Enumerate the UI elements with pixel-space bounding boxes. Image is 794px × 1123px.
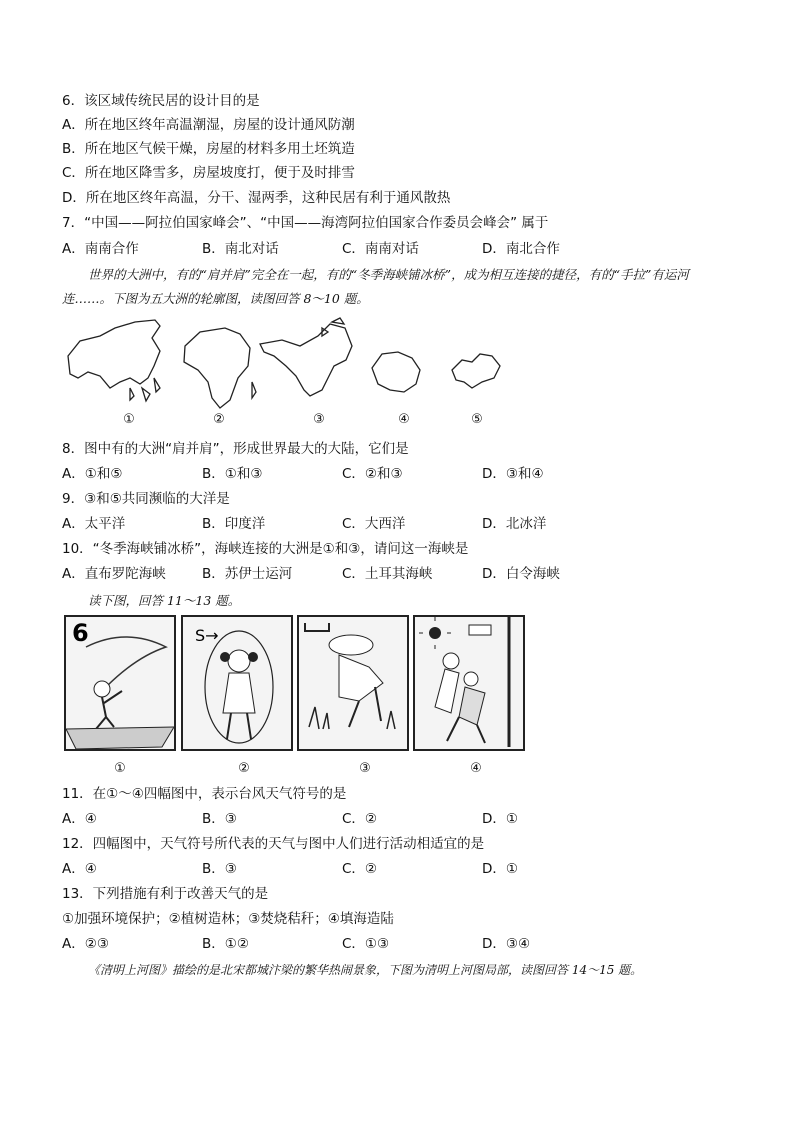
q13-option-b: B．①② <box>202 936 249 952</box>
continent-5-europe <box>452 354 500 388</box>
weather-panel-1 <box>64 615 176 751</box>
q12-stem: 12．四幅图中，天气符号所代表的天气与图中人们进行活动相适宜的是 <box>62 836 485 852</box>
sun-icon <box>429 627 441 639</box>
q9-option-b: B．印度洋 <box>202 516 266 532</box>
q7-option-a: A．南南合作 <box>62 241 139 257</box>
intro-weather: 读下图，回答 11～13 题。 <box>88 593 241 608</box>
q6-option-b: B．所在地区气候干燥，房屋的材料多用土坯筑造 <box>62 141 355 157</box>
q12-option-a: A．④ <box>62 861 97 877</box>
q7-stem: 7．“中国——阿拉伯国家峰会”、“中国——海湾阿拉伯国家合作委员会峰会” 属于 <box>62 215 549 231</box>
q13-option-d: D．③④ <box>482 936 531 952</box>
q12-option-c: C．② <box>342 861 378 877</box>
q7-option-b: B．南北对话 <box>202 241 279 257</box>
q9-option-d: D．北冰洋 <box>482 516 547 532</box>
q11-option-c: C．② <box>342 811 378 827</box>
weather-panel-4 <box>413 615 525 751</box>
continent-outlines <box>60 316 520 416</box>
q6-option-c: C．所在地区降雪多，房屋坡度打，便于及时排雪 <box>62 165 355 181</box>
q11-stem: 11．在①～④四幅图中，表示台风天气符号的是 <box>62 786 347 802</box>
weather-panel-3 <box>297 615 409 751</box>
q6-option-a: A．所在地区终年高温潮湿，房屋的设计通风防潮 <box>62 117 355 133</box>
q11-option-a: A．④ <box>62 811 97 827</box>
intro-qingming: 《清明上河图》描绘的是北宋都城汴梁的繁华热闹景象，下图为清明上河图局部，读图回答 14～15 题。 <box>88 963 643 977</box>
typhoon-kite-scene <box>66 617 174 749</box>
continent-label-1: ① <box>123 412 135 427</box>
q10-option-b: B．苏伊士运河 <box>202 566 293 582</box>
q9-stem: 9．③和⑤共同濒临的大洋是 <box>62 491 230 507</box>
q7-option-c: C．南南对话 <box>342 241 419 257</box>
q7-option-d: D．南北合作 <box>482 241 560 257</box>
continent-4-antarctica <box>372 352 420 392</box>
continent-2-africa <box>184 328 250 408</box>
q10-option-c: C．土耳其海峡 <box>342 566 433 582</box>
continent-1-eurasia <box>68 320 160 388</box>
q6-option-d: D．所在地区终年高温，分干、湿两季，这种民居有利于通风散热 <box>62 190 451 206</box>
q8-option-a: A．①和⑤ <box>62 466 123 482</box>
q8-option-b: B．①和③ <box>202 466 263 482</box>
continent-label-5: ⑤ <box>471 412 483 427</box>
q11-option-d: D．① <box>482 811 518 827</box>
planting-scene <box>299 617 407 749</box>
continent-label-4: ④ <box>398 412 410 427</box>
weather-panel-2 <box>181 615 293 751</box>
q12-option-d: D．① <box>482 861 518 877</box>
panel-label-2: ② <box>238 761 250 776</box>
continent-label-2: ② <box>213 412 225 427</box>
q8-stem: 8．图中有的大洲“肩并肩”，形成世界最大的大陆，它们是 <box>62 441 409 457</box>
continent-3-north-america <box>260 324 352 396</box>
q6-stem: 6．该区域传统民居的设计目的是 <box>62 93 260 109</box>
q10-option-d: D．白令海峡 <box>482 566 560 582</box>
q8-option-c: C．②和③ <box>342 466 403 482</box>
q9-option-a: A．太平洋 <box>62 516 126 532</box>
jump-rope-scene <box>183 617 291 749</box>
q13-stem: 13．下列措施有利于改善天气的是 <box>62 886 269 902</box>
panel-label-1: ① <box>114 761 126 776</box>
weather-symbol-icon <box>305 623 329 631</box>
weather-symbol-icon: S→ <box>195 626 219 645</box>
q8-option-d: D．③和④ <box>482 466 544 482</box>
q10-option-a: A．直布罗陀海峡 <box>62 566 166 582</box>
q10-stem: 10．“冬季海峡铺冰桥”，海峡连接的大洲是①和③，请问这一海峡是 <box>62 541 469 557</box>
q13-option-a: A．②③ <box>62 936 109 952</box>
typhoon-symbol-icon: 6 <box>72 619 89 647</box>
q11-option-b: B．③ <box>202 811 237 827</box>
panel-label-4: ④ <box>470 761 482 776</box>
q13-measures: ①加强环境保护；②植树造林；③焚烧秸秆；④填海造陆 <box>62 911 394 927</box>
panel-label-3: ③ <box>359 761 371 776</box>
continent-label-3: ③ <box>313 412 325 427</box>
q12-option-b: B．③ <box>202 861 237 877</box>
q9-option-c: C．大西洋 <box>342 516 406 532</box>
intro-continents: 世界的大洲中，有的“肩并肩”完全在一起，有的“冬季海峡铺冰桥”，成为相互连接的捷径，有的“手拉”有运河连……。下图为五大洲的轮廓图，读图回答 8～10 题。 <box>62 267 689 306</box>
basketball-scene <box>415 617 523 749</box>
q13-option-c: C．①③ <box>342 936 390 952</box>
